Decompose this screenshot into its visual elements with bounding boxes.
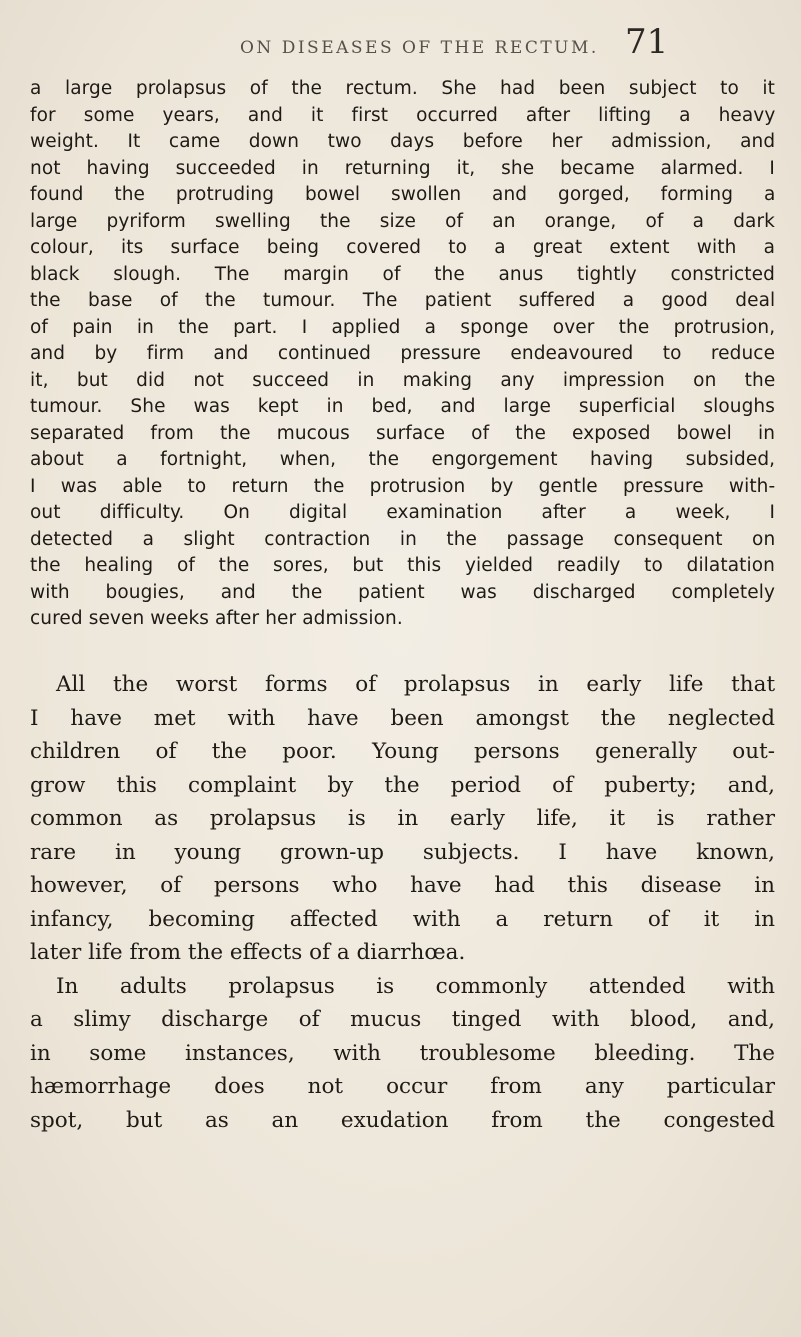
text-line: children of the poor. Young persons generally out-: [30, 739, 775, 764]
text-line: with bougies, and the patient was discharged completely: [30, 581, 775, 603]
text-line: and by firm and continued pressure endeavoured to reduce: [30, 343, 776, 364]
paragraph-continued-case: [30, 76, 775, 633]
page-number: 71: [625, 22, 669, 62]
text-line: infancy, becoming affected with a return of it in: [30, 906, 775, 932]
text-line: black slough. The margin of the anus tightly constricted: [30, 263, 775, 285]
text-line: rare in young grown-up subjects. I have known,: [30, 839, 775, 865]
text-line: cured seven weeks after her admission.: [30, 608, 403, 629]
text-line: hæmorrhage does not occur from any particular: [30, 1074, 775, 1099]
paragraph-prolapsus-early-life: [30, 668, 775, 1137]
text-line: out difficulty. On digital examination after a week, I: [30, 502, 776, 523]
text-line: later life from the effects of a diarrhœa.: [30, 940, 466, 965]
text-line: a slimy discharge of mucus tinged with blood, and,: [30, 1007, 775, 1032]
text-line: large pyriform swelling the size of an orange, of a dark: [30, 210, 775, 232]
text-line: about a fortnight, when, the engorgement having subsided,: [30, 449, 776, 470]
text-line: detected a slight contraction in the passage consequent on: [30, 528, 776, 550]
text-line: of pain in the part. I applied a sponge over the protrusion,: [30, 316, 776, 338]
text-line: found the protruding bowel swollen and gorged, forming a: [30, 184, 776, 205]
running-title: ON DISEASES OF THE RECTUM.: [240, 38, 599, 58]
text-line: common as prolapsus is in early life, it is rather: [30, 806, 776, 831]
text-line: in some instances, with troublesome bleeding. The: [30, 1040, 775, 1066]
text-line: I have met with have been amongst the neglected: [30, 705, 775, 731]
text-line: a large prolapsus of the rectum. She had been subject to it: [30, 78, 776, 99]
text-line: for some years, and it first occurred after lifting a heavy: [30, 104, 776, 126]
text-line: the base of the tumour. The patient suffered a good deal: [30, 290, 776, 311]
text-line: it, but did not succeed in making any impression on the: [30, 369, 776, 391]
text-line: colour, its surface being covered to a great extent with a: [30, 237, 776, 258]
text-line: not having succeeded in returning it, she became alarmed. I: [30, 157, 775, 179]
text-line: tumour. She was kept in bed, and large superficial sloughs: [30, 396, 775, 417]
text-line: I was able to return the protrusion by gentle pressure with-: [30, 475, 776, 497]
text-line: In adults prolapsus is commonly attended with: [56, 973, 775, 999]
text-line: All the worst forms of prolapsus in early life that: [56, 672, 776, 697]
text-line: spot, but as an exudation from the congested: [30, 1107, 775, 1133]
running-head: [0, 22, 801, 70]
text-line: weight. It came down two days before her admission, and: [30, 131, 776, 152]
text-line: grow this complaint by the period of puberty; and,: [30, 772, 775, 798]
text-line: separated from the mucous surface of the exposed bowel in: [30, 422, 776, 444]
text-line: the healing of the sores, but this yielded readily to dilatation: [30, 555, 775, 576]
text-line: however, of persons who have had this disease in: [30, 873, 775, 898]
